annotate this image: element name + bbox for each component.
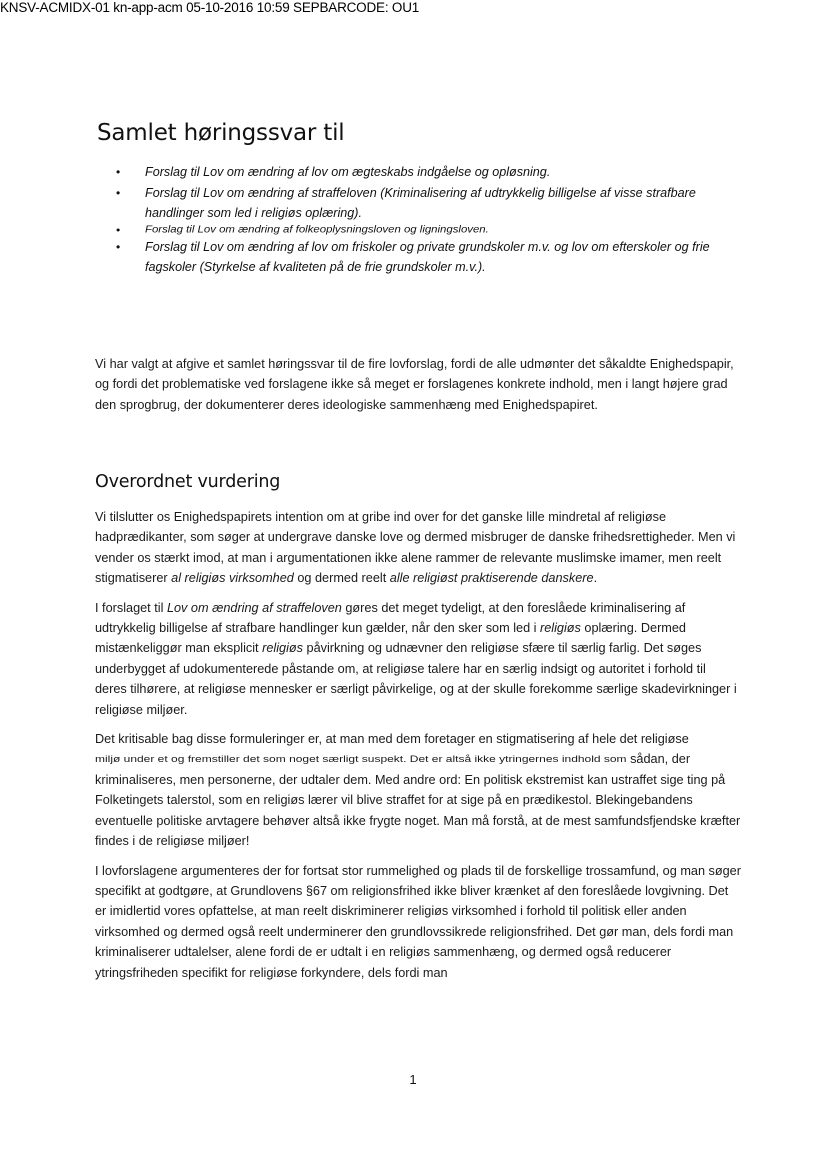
bill-title: Forslag til Lov om ændring af lov om ægteskabs indgåelse og opløsning. <box>145 165 551 179</box>
page-number: 1 <box>409 1072 417 1087</box>
bill-title: Forslag til Lov om ændring af straffeloven (Kriminalisering af udtrykkelig billigelse af visse strafbare handlinger som led i religiøs oplæring). <box>145 185 696 221</box>
bullet-icon: • <box>116 223 121 237</box>
bullet-icon: • <box>116 185 121 200</box>
paragraph-3: Det kritisable bag disse formuleringer er, at man med dem foretager en stigmatisering af hele det religiøse miljø under et og fremstiller det som noget særligt suspekt. Det er altså ikke ytringernes indhold som sådan, der kriminaliseres, men personerne, der udtaler dem. Med andre ord: En politisk ekstremist kan ustraffet sige ting på Folketingets talerstol, som en religiøs lærer vil blive straffet for at sige på en prædikestol. Blekingebandens eventuelle politiske arvtagere behøver altså ikke frygte noget. Man må forstå, at de mest samfundsfjendske kræfter findes i de religiøse miljøer! <box>95 732 741 849</box>
intro-section <box>95 354 741 424</box>
intro-paragraph: Vi har valgt at afgive et samlet høringssvar til de fire lovforslag, fordi de alle udmønter det såkaldte Enighedspapir, og fordi det problematiske ved forslagene ikke så meget er forslagenes konkrete indhold, men i langt højere grad den sprogbrug, der dokumenterer deres ideologiske sammenhæng med Enighedspapiret. <box>95 357 734 412</box>
list-item <box>116 223 742 237</box>
paragraph-1: Vi tilslutter os Enighedspapirets intention om at gribe ind over for det ganske lille mindretal af religiøse hadprædikanter, som søger at undergrave danske love og dermed misbruger de danske frihedsrettigheder. Men vi vender os stærkt imod, at man i argumentationen ikke alene rammer de relevante muslimske imamer, men reelt stigmatiserer al religiøs virksomhed og dermed reelt alle religiøst praktiserende danskere. <box>95 510 736 586</box>
list-item <box>116 162 742 183</box>
list-item <box>116 237 742 278</box>
section-heading: Overordnet vurdering <box>95 472 281 492</box>
scan-header-line: KNSV-ACMIDX-01 kn-app-acm 05-10-2016 10:59 SEPBARCODE: OU1 <box>0 0 420 15</box>
paragraph-2: I forslaget til Lov om ændring af straffeloven gøres det meget tydeligt, at den foreslåede kriminalisering af udtrykkelig billigelse af strafbare handlinger kun gælder, når den sker som led i religiøs oplæring. Dermed mistænkeliggør man eksplicit religiøs påvirkning og udnævner den religiøse sfære til særlig farlig. Det søges underbygget af udokumenterede påstande om, at religiøse talere har en særlig indsigt og autoritet i forhold til deres tilhørere, at religiøse mennesker er særligt påvirkelige, og at der skulle forekomme særlige skadevirkninger i religiøse miljøer. <box>95 600 737 717</box>
list-item <box>116 183 742 224</box>
bullet-icon: • <box>116 165 121 179</box>
bill-title: Forslag til Lov om ændring af folkeoplysningsloven og ligningsloven. <box>145 224 489 236</box>
paragraph-4: I lovforslagene argumenteres der for fortsat stor rummelighed og plads til de forskellige trossamfund, og man søger specifikt at godtgøre, at Grundlovens §67 om religionsfrihed ikke bliver krænket af den foreslåede lovgivning. Det er imidlertid vores opfattelse, at man reelt diskriminerer religiøs virksomhed i forhold til politisk eller anden virksomhed og dermed også reelt underminerer den grundlovssikrede religionsfrihed. Det gør man, dels fordi man kriminaliserer udtalelser, alene fordi de er udtalt i en religiøs sammenhæng, og dermed også reducerer ytringsfriheden specifikt for religiøse forkyndere, dels fordi man <box>95 863 741 980</box>
document-title: Samlet høringssvar til <box>97 120 345 146</box>
assessment-section <box>95 507 741 992</box>
bullet-icon: • <box>116 239 121 254</box>
bill-list <box>116 162 742 278</box>
bill-title: Forslag til Lov om ændring af lov om friskoler og private grundskoler m.v. og lov om efterskoler og frie fagskoler (Styrkelse af kvaliteten på de frie grundskoler m.v.). <box>145 239 710 275</box>
